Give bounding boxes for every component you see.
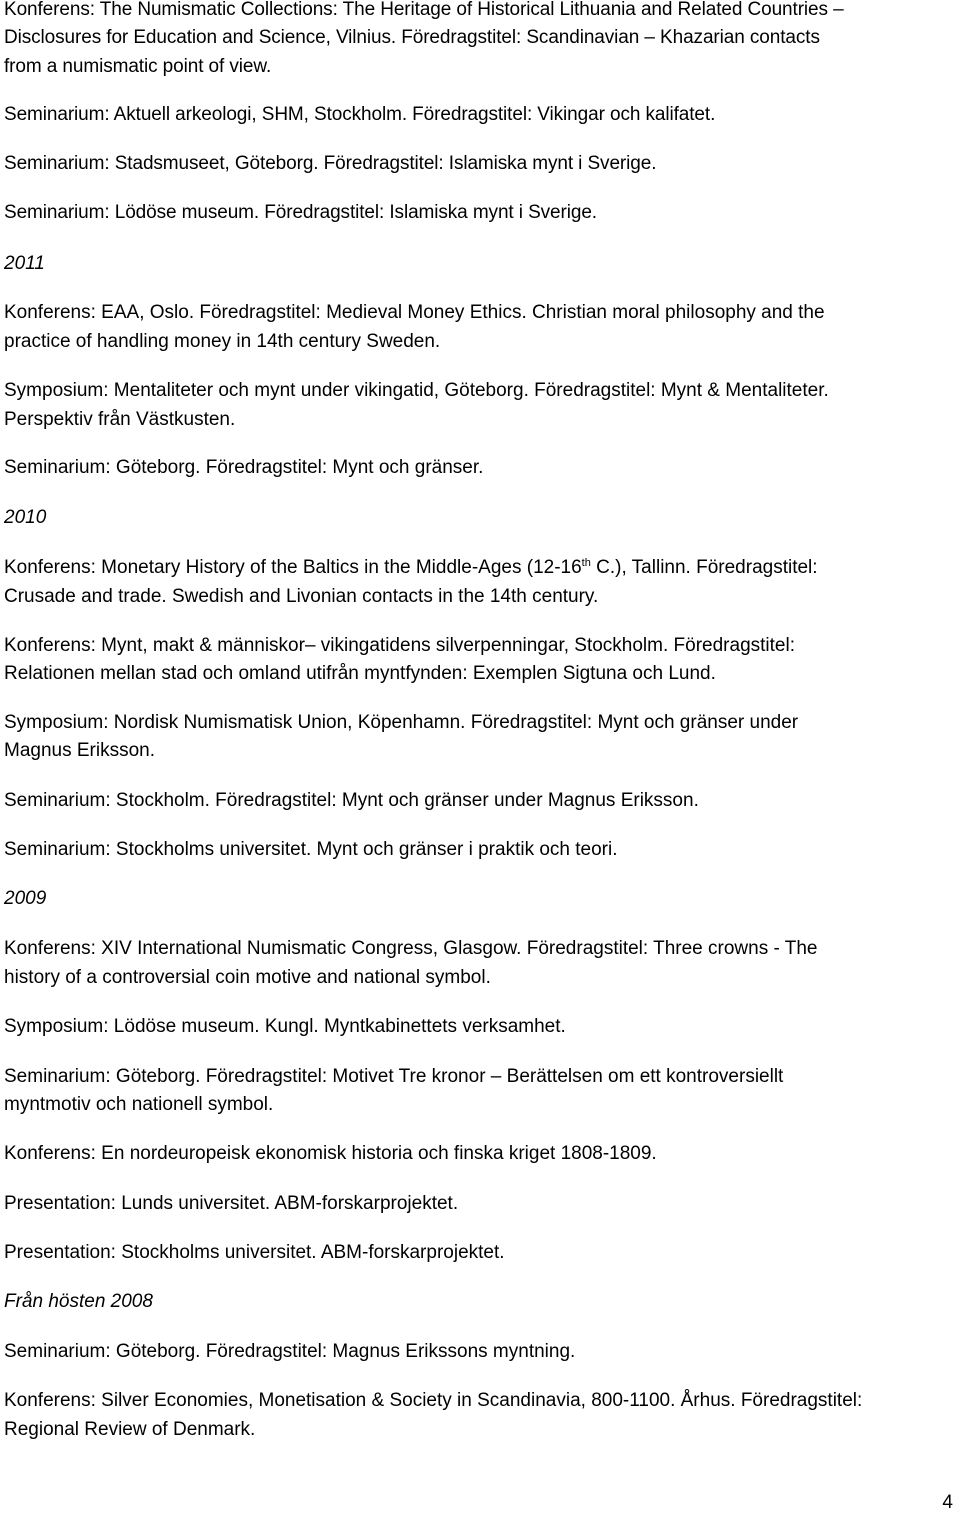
entry-text: Symposium: Mentaliteter och mynt under vikingatid, Göteborg. Föredragstitel: Mynt & Mentaliteter.	[4, 380, 829, 401]
year-heading: 2010	[4, 507, 47, 528]
entry-text: Disclosures for Education and Science, Vilnius. Föredragstitel: Scandinavian – Khazarian contacts	[4, 27, 820, 48]
superscript: th	[581, 557, 591, 569]
entry-text: Konferens: EAA, Oslo. Föredragstitel: Medieval Money Ethics. Christian moral philosophy and the	[4, 302, 825, 323]
entry-text: Seminarium: Stockholm. Föredragstitel: Mynt och gränser under Magnus Eriksson.	[4, 790, 699, 811]
entry-text: Presentation: Lunds universitet. ABM-forskarprojektet.	[4, 1193, 459, 1214]
entry-text: Konferens: XIV International Numismatic Congress, Glasgow. Föredragstitel: Three crowns - The	[4, 938, 818, 959]
entry-text: Regional Review of Denmark.	[4, 1419, 256, 1440]
year-heading: 2009	[4, 888, 47, 909]
entry-text: Crusade and trade. Swedish and Livonian contacts in the 14th century.	[4, 586, 599, 607]
entry-text: from a numismatic point of view.	[4, 56, 272, 77]
entry-text: history of a controversial coin motive and national symbol.	[4, 967, 491, 988]
page-number: 4	[942, 1492, 953, 1513]
entry-text: Symposium: Lödöse museum. Kungl. Myntkabinettets verksamhet.	[4, 1016, 566, 1037]
entry-text: Seminarium: Aktuell arkeologi, SHM, Stockholm. Föredragstitel: Vikingar och kalifatet.	[4, 104, 716, 125]
entry-text: Konferens: Mynt, makt & människor– vikingatidens silverpenningar, Stockholm. Föredragstitel:	[4, 635, 795, 656]
entry-text: Seminarium: Stadsmuseet, Göteborg. Föredragstitel: Islamiska mynt i Sverige.	[4, 153, 657, 174]
entry-text: Magnus Eriksson.	[4, 740, 156, 761]
entry-text: Konferens: Monetary History of the Baltics in the Middle-Ages (12-16th C.), Tallinn. Föredragstitel:	[4, 557, 818, 578]
entry-text: myntmotiv och nationell symbol.	[4, 1094, 274, 1115]
entry-text: Konferens: Silver Economies, Monetisation & Society in Scandinavia, 800-1100. Århus. Föredragstitel:	[4, 1390, 863, 1411]
entry-text: Konferens: En nordeuropeisk ekonomisk historia och finska kriget 1808-1809.	[4, 1143, 657, 1164]
entry-text: Perspektiv från Västkusten.	[4, 409, 236, 430]
entry-text: Symposium: Nordisk Numismatisk Union, Köpenhamn. Föredragstitel: Mynt och gränser under	[4, 712, 799, 733]
year-heading: Från hösten 2008	[4, 1291, 153, 1312]
entry-text: Presentation: Stockholms universitet. ABM-forskarprojektet.	[4, 1242, 505, 1263]
entry-text: Seminarium: Stockholms universitet. Mynt och gränser i praktik och teori.	[4, 839, 618, 860]
entry-text: Seminarium: Göteborg. Föredragstitel: Motivet Tre kronor – Berättelsen om ett kontroversiellt	[4, 1066, 784, 1087]
year-heading: 2011	[4, 253, 45, 274]
entry-text: Seminarium: Lödöse museum. Föredragstitel: Islamiska mynt i Sverige.	[4, 202, 597, 223]
entry-text: Seminarium: Göteborg. Föredragstitel: Magnus Erikssons myntning.	[4, 1341, 576, 1362]
entry-text: Seminarium: Göteborg. Föredragstitel: Mynt och gränser.	[4, 457, 484, 478]
entry-text: Konferens: The Numismatic Collections: The Heritage of Historical Lithuania and Related Countries –	[4, 0, 844, 20]
entry-text: Relationen mellan stad och omland utifrån myntfynden: Exemplen Sigtuna och Lund.	[4, 663, 716, 684]
entry-text: practice of handling money in 14th century Sweden.	[4, 331, 441, 352]
